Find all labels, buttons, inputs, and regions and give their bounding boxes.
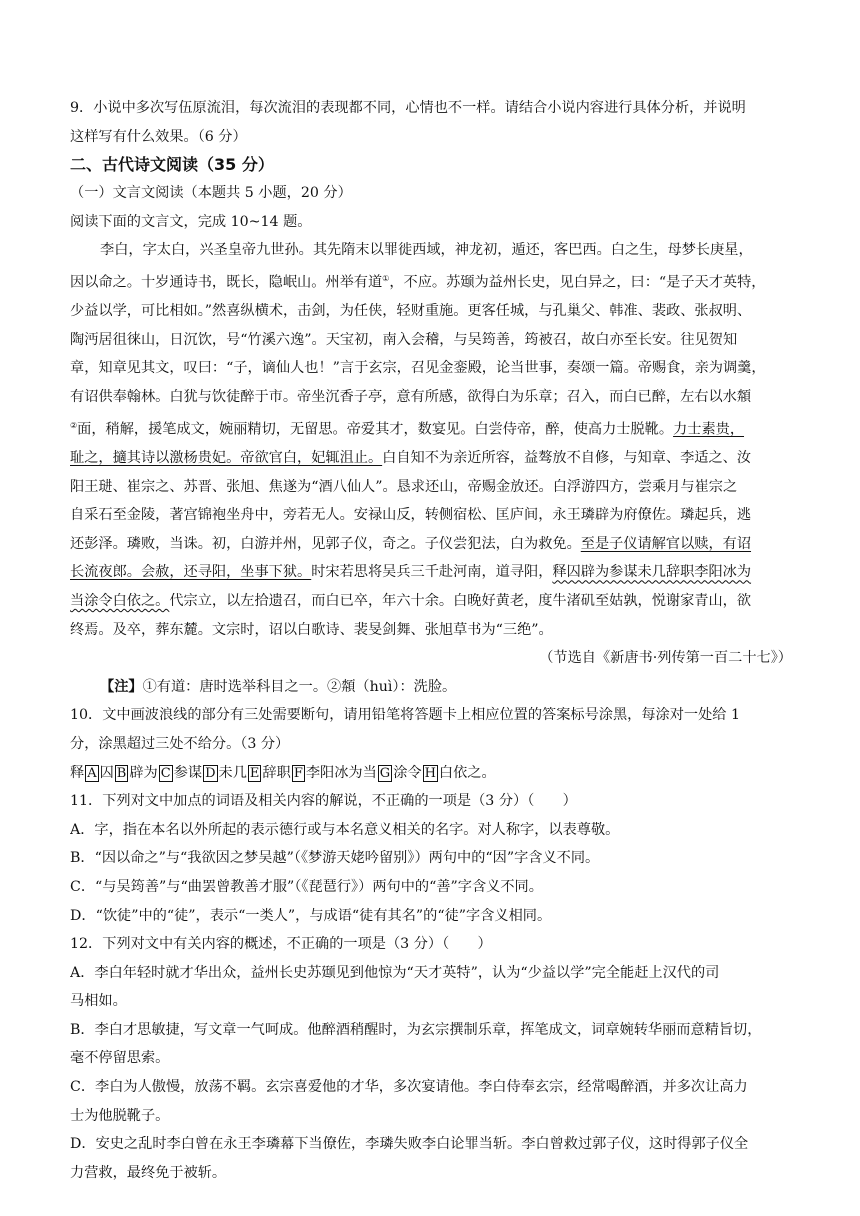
passage-line <box>70 444 792 473</box>
passage-line: 章，知章见其文，叹曰：“子，谪仙人也！”言于玄宗，召见金銮殿，论当世事，奏颂一篇。帝赐食，亲为调羹， <box>70 360 766 377</box>
segment-text: 涂令 <box>393 764 422 781</box>
segment-text: 白依之。 <box>438 764 496 781</box>
question-12-option-c-cont: 士为他脱靴子。 <box>70 1107 170 1124</box>
passage-line: 陶沔居徂徕山，日沉饮，号“竹溪六逸”。天宝初，南入会稽，与吴筠善，筠被召，故白亦至长安。往见贺知 <box>70 331 738 348</box>
underlined-text: 耻之，擿其诗以激杨贵妃。帝欲官白，妃辄沮止。 <box>70 450 383 466</box>
passage-line: 自采石至金陵，著宫锦袍坐舟中，旁若无人。安禄山反，转侧宿松、匡庐间，永王璘辟为府僚佐。璘起兵，逃 <box>70 507 752 524</box>
passage-line <box>70 587 792 616</box>
underlined-text: 至是子仪请解官以赎，有诏 <box>580 535 752 552</box>
option-box-g[interactable]: G <box>379 765 391 781</box>
question-12-option-a: A．李白年轻时就才华出众，益州长史苏颋见到他惊为“天才英特”，认为“少益以学”完全能赶上汉代的司 <box>70 964 720 981</box>
passage-text: 白自知不为亲近所容，益骜放不自修，与知章、李适之、汝 <box>382 450 752 466</box>
question-9-line-1: 9．小说中多次写伍原流泪，每次流泪的表现都不同，心情也不一样。请结合小说内容进行具体分析，并说明 <box>70 100 746 116</box>
section-2-title: 二、古代诗文阅读（35 分） <box>70 155 274 175</box>
note-label: 【注】 <box>100 678 143 695</box>
passage-line <box>70 530 792 559</box>
underlined-text: 力士素贵， <box>673 421 745 438</box>
question-12-option-a-cont: 马相如。 <box>70 993 127 1010</box>
passage-line: 少益以学，可比相如。”然喜纵横术，击剑，为任侠，轻财重施。更客任城，与孔巢父、韩准、裴政、张叔明、 <box>70 303 752 320</box>
footnote-marker: ② <box>70 420 78 430</box>
source-citation: （节选自《新唐书·列传第一百二十七》） <box>539 650 792 667</box>
wavy-underlined-text: 当涂令白依之。 <box>70 592 170 609</box>
segment-text: 李阳冰为当 <box>305 764 377 781</box>
question-11-option-b: B．“因以命之”与“我欲因之梦吴越”（《梦游天姥吟留别》）两句中的“因”字含义不同。 <box>70 850 600 867</box>
question-12-option-b-cont: 毫不停留思索。 <box>70 1050 170 1067</box>
passage <box>70 236 792 644</box>
passage-line: 阳王琎、崔宗之、苏晋、张旭、焦遂为“酒八仙人”。恳求还山，帝赐金放还。白浮游四方，尝乘月与崔宗之 <box>70 478 738 495</box>
option-box-b[interactable]: B <box>116 765 127 781</box>
passage-line <box>70 558 792 587</box>
instruction: 阅读下面的文言文，完成 10~14 题。 <box>70 213 312 230</box>
question-11-option-c: C．“与吴筠善”与“曲罢曾教善才服”（《琵琶行》）两句中的“善”字含义不同。 <box>70 878 543 895</box>
passage-text: ，不应。苏颋为益州长史，见白异之，曰：“是子天才英特， <box>389 274 766 291</box>
segment-text: 囚 <box>99 764 114 781</box>
passage-line: 终焉。及卒，葬东麓。文宗时，诏以白歌诗、裴旻剑舞、张旭草书为“三绝”。 <box>70 621 553 638</box>
underlined-text: 长流夜郎。会赦，还寻阳，坐事下狱。 <box>70 564 312 581</box>
question-10-line-1: 10．文中画波浪线的部分有三处需要断句，请用铅笔将答题卡上相应位置的答案标号涂黑，每涂对一处给 1 <box>70 707 741 724</box>
passage-line: 有诏供奉翰林。白犹与饮徒醉于市。帝坐沉香子亭，意有所感，欲得白为乐章；召入，而白已醉，左右以水頮 <box>70 389 752 406</box>
question-12-option-c: C．李白为人傲慢，放荡不羁。玄宗喜爱他的才华，多次宴请他。李白侍奉玄宗，经常喝醉酒，并多次让高力 <box>70 1079 748 1096</box>
option-box-f[interactable]: F <box>293 765 303 781</box>
question-11-option-a: A．字，指在本名以外所起的表示德行或与本名意义相关的名字。对人称字，以表尊敬。 <box>70 821 620 838</box>
passage-line <box>70 412 792 444</box>
exam-page <box>70 94 792 1187</box>
segment-text: 释 <box>70 764 85 781</box>
question-12-option-d-cont: 力营救，最终免于被斩。 <box>70 1164 227 1181</box>
segment-text: 辟为 <box>129 764 158 781</box>
option-box-c[interactable]: C <box>160 765 171 781</box>
passage-text: 还彭泽。璘败，当诛。初，白游并州，见郭子仪，奇之。子仪尝犯法，白为救免。 <box>70 535 581 552</box>
question-9-line-2: 这样写有什么效果。（6 分） <box>70 128 247 145</box>
passage-line <box>70 265 792 297</box>
footnote-marker: ① <box>382 273 390 283</box>
question-11-stem: 11．下列对文中加点的词语及相关内容的解说，不正确的一项是（3 分）（ ） <box>70 793 577 810</box>
passage-line: 李白，字太白，兴圣皇帝九世孙。其先隋末以罪徙西域，神龙初，遁还，客巴西。白之生，母梦长庚星， <box>100 242 753 259</box>
segment-text: 辞职 <box>262 764 291 781</box>
wavy-underlined-text: 释囚辟为参谋未几辞职李阳冰为 <box>552 564 752 581</box>
option-box-e[interactable]: E <box>249 765 260 781</box>
passage-text: 代宗立，以左拾遗召，而白已卒，年六十余。白晚好黄老，度牛渚矶至姑孰，悦谢家青山，欲 <box>169 592 752 609</box>
option-box-h[interactable]: H <box>424 765 436 781</box>
passage-text: 因以命之。十岁通诗书，既长，隐岷山。州举有道 <box>70 274 383 291</box>
option-box-a[interactable]: A <box>87 765 97 781</box>
passage-text: 时宋若思将吴兵三千赴河南，道寻阳， <box>311 564 553 581</box>
question-12-option-b: B．李白才思敏捷，写文章一气呵成。他醉酒稍醒时，为玄宗撰制乐章，挥笔成文，词章婉转华丽而意精旨切， <box>70 1021 762 1038</box>
question-12-option-d: D．安史之乱时李白曾在永王李璘幕下当僚佐，李璘失败李白论罪当斩。李白曾救过郭子仪，这时得郭子仪全 <box>70 1136 749 1153</box>
question-11-option-d: D．“饮徒”中的“徒”，表示“一类人”，与成语“徒有其名”的“徒”字含义相同。 <box>70 907 552 924</box>
footnote <box>70 673 792 702</box>
question-12-stem: 12．下列对文中有关内容的概述，不正确的一项是（3 分）（ ） <box>70 936 492 953</box>
subsection-title: （一）文言文阅读（本题共 5 小题，20 分） <box>70 185 352 202</box>
question-10-options <box>70 759 792 788</box>
passage-text: 面，稍解，援笔成文，婉丽精切，无留思。帝爱其才，数宴见。白尝侍帝，醉，使高力士脱靴。 <box>77 421 674 438</box>
segment-text: 参谋 <box>173 764 203 781</box>
question-10-line-2: 分，涂黑超过三处不给分。（3 分） <box>70 735 290 752</box>
note-text: ①有道：唐时选举科目之一。②頮（huì）：洗脸。 <box>142 678 457 695</box>
segment-text: 未几 <box>218 764 247 781</box>
option-box-d[interactable]: D <box>205 765 216 781</box>
